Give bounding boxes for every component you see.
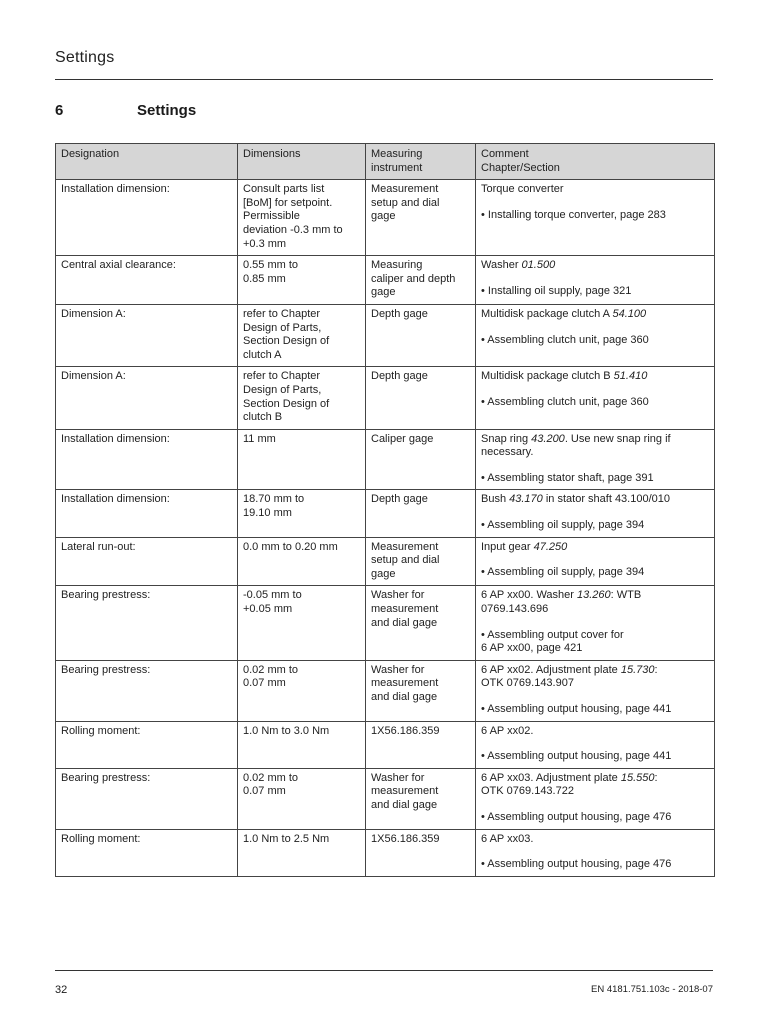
instrument-cell: 1X56.186.359 [366, 721, 476, 768]
column-header-designation: Designation [56, 144, 238, 180]
dimensions-cell: Consult parts list [BoM] for setpoint. Permissible deviation -0.3 mm to +0.3 mm [238, 180, 366, 256]
comment-cell [476, 721, 715, 768]
dimensions-cell: 0.02 mm to 0.07 mm [238, 660, 366, 721]
comment-cell [476, 586, 715, 660]
comment-lead: Bush [481, 493, 510, 506]
comment-lead: Input gear [481, 540, 534, 553]
instrument-cell: Washer for measurement and dial gage [366, 660, 476, 721]
comment-text [481, 833, 709, 847]
running-header: Settings [55, 49, 115, 66]
chapter-number: 6 [55, 102, 64, 119]
table-row [56, 768, 715, 829]
table-row [56, 180, 715, 256]
comment-text [481, 493, 709, 507]
designation-cell: Dimension A: [56, 367, 238, 429]
cross-reference-link[interactable]: • Assembling output cover for 6 AP xx00, page 421 [481, 628, 624, 655]
dimensions-cell: 11 mm [238, 429, 366, 490]
designation-cell: Rolling moment: [56, 829, 238, 876]
instrument-cell: Measurement setup and dial gage [366, 537, 476, 586]
cross-reference-link[interactable]: • Installing torque converter, page 283 [481, 208, 666, 221]
table-row [56, 367, 715, 429]
cross-reference-link[interactable]: • Assembling output housing, page 441 [481, 703, 672, 715]
comment-text [481, 664, 709, 691]
table-row [56, 721, 715, 768]
comment-cell [476, 180, 715, 256]
part-reference: 51.410 [613, 370, 648, 383]
dimensions-cell: -0.05 mm to +0.05 mm [238, 586, 366, 660]
comment-text [481, 308, 709, 322]
designation-cell: Bearing prestress: [56, 586, 238, 660]
document-id: EN 4181.751.103c - 2018-07 [590, 984, 713, 995]
dimensions-cell: 0.02 mm to 0.07 mm [238, 768, 366, 829]
cross-reference-link[interactable]: • Assembling oil supply, page 394 [481, 519, 645, 532]
designation-cell: Rolling moment: [56, 721, 238, 768]
instrument-cell: Depth gage [366, 304, 476, 366]
comment-cell [476, 537, 715, 586]
comment-cell [476, 490, 715, 537]
part-reference: 01.500 [521, 259, 556, 272]
comment-lead: Multidisk package clutch A [481, 307, 613, 320]
dimensions-cell: 18.70 mm to 19.10 mm [238, 490, 366, 537]
part-reference: 15.550 [620, 771, 655, 784]
comment-text [481, 183, 709, 197]
dimensions-cell: 1.0 Nm to 2.5 Nm [238, 829, 366, 876]
comment-cell [476, 256, 715, 305]
chapter-heading [55, 102, 655, 119]
column-header-measuring-instrument: Measuring instrument [366, 144, 476, 180]
instrument-cell: 1X56.186.359 [366, 829, 476, 876]
comment-tail: : OTK 0769.143.722 [481, 771, 658, 798]
comment-text [481, 370, 709, 384]
dimensions-cell: refer to Chapter Design of Parts, Section Design of clutch A [238, 304, 366, 366]
comment-cell [476, 660, 715, 721]
dimensions-cell: 1.0 Nm to 3.0 Nm [238, 721, 366, 768]
settings-table [55, 143, 715, 877]
designation-cell: Dimension A: [56, 304, 238, 366]
comment-tail: : OTK 0769.143.907 [481, 663, 658, 690]
instrument-cell: Caliper gage [366, 429, 476, 490]
column-header-comment: Comment Chapter/Section [476, 144, 715, 180]
comment-text [481, 589, 709, 616]
column-header-dimensions: Dimensions [238, 144, 366, 180]
instrument-cell: Washer for measurement and dial gage [366, 586, 476, 660]
comment-tail: : WTB 0769.143.696 [481, 589, 642, 616]
designation-cell: Installation dimension: [56, 429, 238, 490]
designation-cell: Lateral run-out: [56, 537, 238, 586]
table-row [56, 660, 715, 721]
cross-reference-link[interactable]: • Assembling output housing, page 441 [481, 750, 672, 763]
comment-cell [476, 429, 715, 490]
comment-lead: Torque converter [481, 183, 564, 196]
table-row [56, 586, 715, 660]
instrument-cell: Measuring caliper and depth gage [366, 256, 476, 305]
designation-cell: Installation dimension: [56, 490, 238, 537]
designation-cell: Bearing prestress: [56, 660, 238, 721]
comment-text [481, 725, 709, 739]
instrument-cell: Depth gage [366, 490, 476, 537]
table-row [56, 829, 715, 876]
part-reference: 13.260 [577, 589, 611, 602]
instrument-cell: Depth gage [366, 367, 476, 429]
footer-rule [55, 970, 713, 971]
table-row [56, 304, 715, 366]
table-row [56, 490, 715, 537]
comment-lead: Washer [481, 259, 522, 272]
cross-reference-link[interactable]: • Assembling output housing, page 476 [481, 810, 672, 823]
cross-reference-link[interactable]: • Assembling stator shaft, page 391 [481, 471, 654, 484]
part-reference: 54.100 [612, 307, 647, 320]
comment-tail: in stator shaft 43.100/010 [542, 493, 670, 506]
comment-cell [476, 829, 715, 876]
comment-tail: . Use new snap ring if necessary. [481, 432, 671, 459]
part-reference: 43.170 [509, 493, 543, 506]
comment-cell [476, 367, 715, 429]
comment-lead: 6 AP xx02. [481, 724, 534, 737]
page-number: 32 [55, 984, 68, 996]
cross-reference-link[interactable]: • Assembling oil supply, page 394 [481, 566, 645, 579]
instrument-cell: Measurement setup and dial gage [366, 180, 476, 256]
instrument-cell: Washer for measurement and dial gage [366, 768, 476, 829]
comment-text [481, 433, 709, 460]
designation-cell: Central axial clearance: [56, 256, 238, 305]
cross-reference-link[interactable]: • Assembling output housing, page 476 [481, 858, 672, 871]
part-reference: 43.200 [531, 432, 565, 445]
comment-lead: Multidisk package clutch B [481, 370, 614, 383]
comment-lead: 6 AP xx03. Adjustment plate [481, 771, 621, 784]
comment-lead: 6 AP xx02. Adjustment plate [481, 663, 621, 676]
designation-cell: Bearing prestress: [56, 768, 238, 829]
table-row [56, 429, 715, 490]
part-reference: 47.250 [533, 540, 568, 553]
cross-reference-link[interactable]: • Assembling clutch unit, page 360 [481, 333, 649, 346]
comment-cell [476, 304, 715, 366]
chapter-title: Settings [137, 102, 197, 119]
cross-reference-link[interactable]: • Installing oil supply, page 321 [481, 284, 632, 297]
table-row [56, 537, 715, 586]
part-reference: 15.730 [620, 663, 655, 676]
comment-text [481, 259, 709, 273]
designation-cell: Installation dimension: [56, 180, 238, 256]
dimensions-cell: 0.0 mm to 0.20 mm [238, 537, 366, 586]
comment-lead: Snap ring [481, 432, 532, 445]
comment-text [481, 772, 709, 799]
header-rule [55, 79, 713, 80]
cross-reference-link[interactable]: • Assembling clutch unit, page 360 [481, 395, 649, 408]
comment-lead: 6 AP xx00. Washer [481, 589, 577, 602]
comment-cell [476, 768, 715, 829]
comment-text [481, 541, 709, 555]
dimensions-cell: refer to Chapter Design of Parts, Section Design of clutch B [238, 367, 366, 429]
comment-lead: 6 AP xx03. [481, 832, 534, 845]
table-body [56, 180, 715, 877]
dimensions-cell: 0.55 mm to 0.85 mm [238, 256, 366, 305]
table-row [56, 256, 715, 305]
table-header-row [56, 144, 715, 180]
